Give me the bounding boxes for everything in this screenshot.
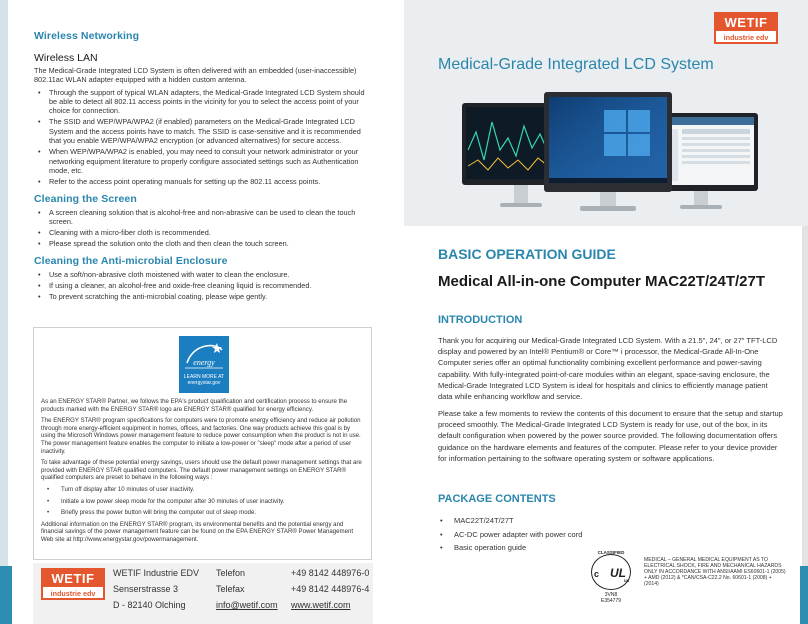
website-link[interactable]: www.wetif.com — [291, 600, 351, 610]
list-item: • When WEP/WPA/WPA2 is enabled, you may need to consult your network administrator or your networking equipment literature to properly configure associated settings such as Authentication mode, etc. — [34, 147, 374, 175]
energy-star-p3: To take advantage of these potential energy savings, users should use the default power management settings that are provided with ENERGY STAR qualified computers. The default power management settings on ENERGY STAR® qualified computers are preset to behave in the following ways : — [41, 459, 362, 482]
list-item: • A screen cleaning solution that is alcohol-free and non-abrasive can be used to clean the touch screen. — [34, 208, 374, 227]
introduction-paragraph-1: Thank you for acquiring our Medical-Grade Integrated LCD System. With a 21.5", 24", or 27" TFT-LCD display and powered by an Intel® Pentium® or Core™ i processor, the Medical-Grade All-In-One Computer series offer an optimal functionality combining excellent performance and power-saving capability. With fully-integrated point-of-care modules within an elegant, space-saving enclosure, the Medical-Grade Integrated LCD System is ideal for hospitals and clinics to efficiently manage patient data while enhancing workflow and service. — [438, 336, 778, 402]
product-title: Medical All-in-one Computer MAC22T/24T/27T — [438, 273, 765, 290]
monitor-center — [544, 92, 672, 211]
list-item: • Turn off display after 10 minutes of user inactivity. — [41, 486, 366, 494]
list-item: • The SSID and WEP/WPA/WPA2 (if enabled) parameters on the Medical-Grade Integrated LCD System and the access points have to match. The SSID is case-sensitive and it is recommended that you enable WEP/WPA/WPA2 encryption (or advanced alternatives) for secure access. — [34, 117, 374, 145]
email-link[interactable]: info@wetif.com — [216, 600, 278, 610]
wlan-intro: The Medical-Grade Integrated LCD System is often delivered with an embedded (user-inaccessible) 802.11ac WLAN adapter equipped with a hidden custom antenna. — [34, 66, 357, 85]
list-item: • To prevent scratching the anti-microbial coating, please wipe gently. — [34, 292, 374, 301]
company-name: WETIF Industrie EDV — [113, 568, 200, 578]
left-edge-accent — [0, 566, 12, 624]
cert-c: c — [594, 569, 600, 579]
package-contents-list — [438, 514, 582, 555]
list-item: • Initiate a low power sleep mode for the computer after 30 minutes of user inactivity. — [41, 498, 366, 506]
hero-banner — [404, 0, 808, 226]
wetif-logo: WETIF industrie edv — [41, 568, 105, 600]
c-ul-us-certification-mark — [580, 550, 642, 606]
right-edge-accent — [800, 566, 808, 624]
energy-star-logo[interactable] — [179, 336, 229, 393]
introduction-heading: INTRODUCTION — [438, 314, 523, 326]
left-content — [34, 30, 374, 304]
monitors-illustration — [404, 0, 808, 226]
hero-title: Medical-Grade Integrated LCD System — [438, 56, 714, 73]
contact-footer — [33, 563, 373, 624]
energy-star-caption: LEARN MORE AT energystar.gov — [183, 374, 225, 386]
classified-label: CLASSIFIED — [597, 550, 625, 555]
wlan-bullets — [34, 88, 374, 187]
energy-star-bullets — [41, 486, 366, 517]
list-item: • Please spread the solution onto the cloth and then clean the touch screen. — [34, 239, 374, 248]
right-page — [404, 0, 808, 624]
wireless-networking-heading: Wireless Networking — [34, 30, 140, 42]
energy-star-p4: Additional information on the ENERGY STAR® program, its environmental benefits and the potential energy and financial savings of the power management feature can be found on the EPA ENERGY STAR® Power Management Web site at http://www.energystar.gov/powermanagement. — [41, 520, 354, 543]
list-item: • AC-DC power adapter with power cord — [438, 528, 582, 542]
company-city: D - 82140 Olching — [113, 600, 186, 610]
wireless-lan-subheading: Wireless LAN — [34, 52, 98, 64]
cleaning-screen-heading: Cleaning the Screen — [34, 192, 137, 205]
list-item: • Refer to the access point operating manuals for setting up the 802.11 access points. — [34, 177, 374, 186]
cert-ul: UL — [610, 566, 626, 580]
telefax-number: +49 8142 448976-4 — [291, 584, 370, 594]
telefax-label: Telefax — [216, 584, 245, 594]
package-contents-heading: PACKAGE CONTENTS — [438, 493, 556, 505]
wetif-logo: WETIF industrie edv — [714, 12, 778, 44]
enclosure-bullets — [34, 270, 374, 302]
energy-star-p2: The ENERGY STAR® program specifications for computers were to promote energy efficiency and reduce air pollution through more energy-efficient equipment in homes, offices, and factories. One way products achieve this goal is by using the Microsoft Windows power management feature to reduce power consumption when the product is not in use. The power management feature enables the computer to initiate a low-power or "sleep" mode after a period of user inactivity. — [41, 417, 361, 455]
introduction-paragraph-2: Please take a few moments to review the contents of this document to ensure that the setup and startup proceed smoothly. The Medical-Grade Integrated LCD System is ready for use, out of the box, in its default configuration when powered by the power source provided. The following documentation offers guidance on the hardware elements and features of the computer. Please refer to your device provider for information pertaining to the software operating system or software applications. — [438, 409, 783, 463]
company-street: Senserstrasse 3 — [113, 584, 179, 594]
energy-star-text — [41, 398, 366, 544]
svg-text:energy: energy — [193, 358, 215, 367]
telefon-label: Telefon — [216, 568, 246, 578]
ul-circle — [591, 554, 631, 590]
list-item: • Through the support of typical WLAN adapters, the Medical-Grade Integrated LCD System should be able to detect all 802.11 access points in the vicinity for you to select the access point of your choice for connection. — [34, 88, 374, 116]
cert-code-1: 3VN8 — [604, 592, 618, 598]
cert-code-2: E354779 — [600, 598, 622, 604]
cleaning-enclosure-heading: Cleaning the Anti-microbial Enclosure — [34, 254, 228, 267]
cert-us: us — [624, 578, 630, 583]
list-item: • Use a soft/non-abrasive cloth moistened with water to clean the enclosure. — [34, 270, 374, 279]
medical-equipment-statement: MEDICAL – GENERAL MEDICAL EQUIPMENT AS TO ELECTRICAL SHOCK, FIRE AND MECHANICAL HAZARDS ONLY IN ACCORDANCE WITH ANSI/AAMI ES60601-1 (2005) + AMD (2012) & *CAN/CSA-C22.2 No. 60601-1 (2008) + (2014) — [644, 557, 786, 588]
left-edge-bar — [0, 0, 8, 624]
list-item: • Briefly press the power button will bring the computer out of sleep mode. — [41, 509, 366, 517]
list-item: • MAC22T/24T/27T — [438, 514, 582, 528]
energy-star-box — [33, 327, 372, 560]
energy-star-icon — [179, 336, 229, 374]
energy-star-p1: As an ENERGY STAR® Partner, we follows the EPA's product qualification and certification process to ensure the products marked with the ENERGY STAR® logo are ENERGY STAR® qualified for energy efficiency. — [41, 398, 348, 413]
screen-bullets — [34, 208, 374, 249]
basic-operation-guide-heading: BASIC OPERATION GUIDE — [438, 246, 616, 262]
list-item: • If using a cleaner, an alcohol-free and oxide-free cleaning liquid is recommended. — [34, 281, 374, 290]
list-item: • Basic operation guide — [438, 541, 582, 555]
telefon-number: +49 8142 448976-0 — [291, 568, 370, 578]
list-item: • Cleaning with a micro-fiber cloth is recommended. — [34, 228, 374, 237]
right-edge-bar — [802, 226, 808, 624]
